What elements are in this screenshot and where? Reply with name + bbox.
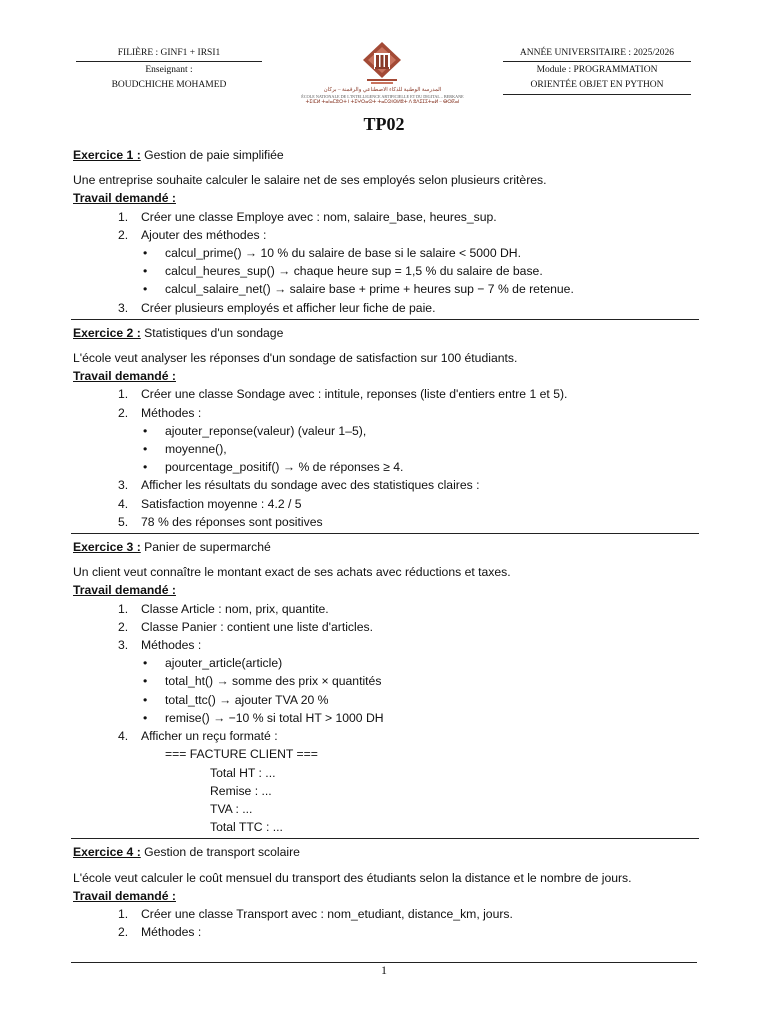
list-item: 1. Classe Article : nom, prix, quantite. [118,601,329,616]
bullet-item: • moyenne(), [143,442,227,457]
module-line1: Module : PROGRAMMATION [536,65,658,75]
exercise-title: Gestion de paie simplifiée [140,148,284,162]
header-left [76,48,262,90]
exercise-label: Exercice 4 : [73,845,141,860]
travail-demande: Travail demandé : [73,888,176,903]
exercise-title: Gestion de transport scolaire [140,845,300,860]
school-logo [280,42,485,110]
exercise-4-intro: L'école veut calculer le coût mensuel du transport des étudiants selon la distance et le nombre de jours. [73,870,632,885]
school-emblem-icon [363,42,401,86]
bullet-item: • calcul_prime() → 10 % du salaire de base si le salaire < 5000 DH. [143,246,521,261]
bullet-item: • pourcentage_positif() → % de réponses ≥ 4. [143,460,404,475]
exercise-3-heading [73,538,697,556]
enseignant-label: Enseignant : [145,65,193,75]
list-item: 2. Méthodes : [118,925,202,940]
module-line2: ORIENTÉE OBJET EN PYTHON [503,75,691,95]
exercise-1-intro: Une entreprise souhaite calculer le salaire net de ses employés selon plusieurs critères. [73,173,547,188]
page-number: 1 [381,963,387,977]
list-item: 2. Classe Panier : contient une liste d'articles. [118,619,373,634]
logo-arabic-text: المدرسة الوطنية للذكاء الاصطناعي والرقمنة – بركان [323,87,442,93]
travail-demande: Travail demandé : [73,369,176,384]
bullet-item: • calcul_heures_sup() → chaque heure sup = 1,5 % du salaire de base. [143,264,543,279]
annee-text: ANNÉE UNIVERSITAIRE : 2025/2026 [503,48,691,62]
list-item: 5. 78 % des réponses sont positives [118,514,323,529]
receipt-line: TVA : ... [210,801,253,816]
bullet-item: • total_ttc() → ajouter TVA 20 % [143,692,329,707]
bullet-item: • calcul_salaire_net() → salaire base + prime + heures sup − 7 % de retenue. [143,282,574,297]
exercise-title: Statistiques d'un sondage [140,325,284,340]
list-item: 3. Créer plusieurs employés et afficher leur fiche de paie. [118,300,436,315]
travail-demande: Travail demandé : [73,583,176,598]
receipt-line: Total HT : ... [210,765,276,780]
exercise-1-heading [73,146,697,164]
exercise-label: Exercice 3 : [73,540,141,555]
enseignant-name: BOUDCHICHE MOHAMED [111,80,227,90]
bullet-item: • remise() → −10 % si total HT > 1000 DH [143,710,384,725]
exercise-label: Exercice 1 : [73,148,141,162]
travail-demande: Travail demandé : [73,191,176,206]
section-divider [71,319,699,320]
exercise-4-heading [73,843,697,861]
list-item: 3. Méthodes : [118,638,202,653]
logo-tifinagh-text: ⵜⵉⵏⵎⵍ ⵜⴰⵏⴰⵎⵓⵔⵜ ⵏ ⵜⵉⵖⵔⴰⵙⵜ ⵜⴰⵎⵙⵏⵙⵍⵓⵜ ⴷ ⵓⴷⵉⵊⵉⵜⴰⵍ – ⴱⵔⴽⴰⵏ [305,100,460,105]
section-divider [71,838,699,839]
list-item: 2. Ajouter des méthodes : [118,227,267,242]
list-item: 2. Méthodes : [118,405,202,420]
exercise-2-heading [73,324,697,342]
list-item: 4. Satisfaction moyenne : 4.2 / 5 [118,496,302,511]
receipt-heading: === FACTURE CLIENT === [165,747,318,762]
receipt-line: Remise : ... [210,783,272,798]
section-divider [71,533,699,534]
logo-french-text: ÉCOLE NATIONALE DE L'INTELLIGENCE ARTIFICIELLE ET DU DIGITAL – BERKANE [301,94,464,99]
document-title: TP02 [363,114,405,134]
exercise-2-intro: L'école veut analyser les réponses d'un sondage de satisfaction sur 100 étudiants. [73,351,518,366]
list-item: 1. Créer une classe Sondage avec : intitule, reponses (liste d'entiers entre 1 et 5). [118,387,568,402]
exercise-3-intro: Un client veut connaître le montant exact de ses achats avec réductions et taxes. [73,565,511,580]
header-right [503,48,691,95]
bullet-item: • total_ht() → somme des prix × quantités [143,674,382,689]
list-item: 1. Créer une classe Transport avec : nom_etudiant, distance_km, jours. [118,906,513,921]
filiere-text: FILIÈRE : GINF1 + IRSI1 [76,48,262,62]
exercise-title: Panier de supermarché [140,540,271,555]
list-item: 3. Afficher les résultats du sondage avec des statistiques claires : [118,478,480,493]
bullet-item: • ajouter_article(article) [143,656,283,671]
exercise-label: Exercice 2 : [73,325,141,340]
receipt-line: Total TTC : ... [210,820,283,835]
list-item: 4. Afficher un reçu formaté : [118,729,278,744]
document-body [73,146,697,941]
bullet-item: • ajouter_reponse(valeur) (valeur 1–5), [143,423,367,438]
list-item: 1. Créer une classe Employe avec : nom, salaire_base, heures_sup. [118,209,497,224]
